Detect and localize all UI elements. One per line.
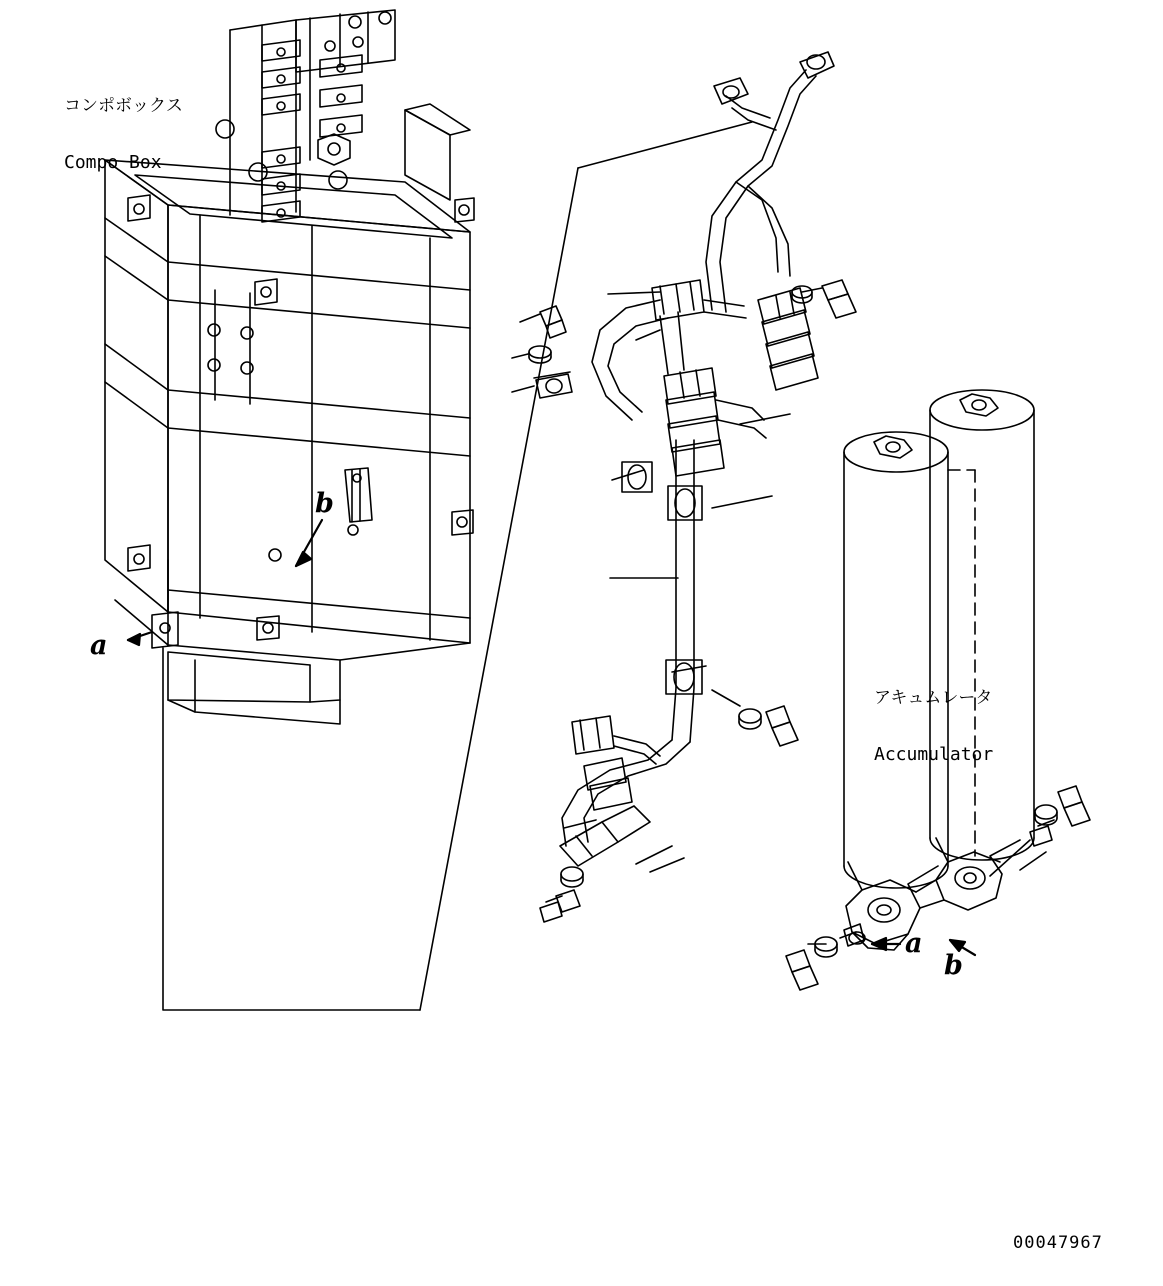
accumulator-label-en: Accumulator <box>874 744 994 766</box>
callout-arrows <box>128 520 975 955</box>
compo-box-label <box>64 60 183 211</box>
callout-b-right: b <box>944 950 963 981</box>
drawing-part-number: 00047967 <box>1013 1233 1103 1253</box>
callout-a-left: a <box>90 630 108 661</box>
compo-box-frame <box>105 10 752 1010</box>
wiring-harness <box>536 52 834 866</box>
callout-b-left: b <box>315 488 334 519</box>
compo-box-label-en: Compo Box <box>64 152 162 174</box>
accumulator-label <box>874 652 993 803</box>
accumulator-label-jp: アキュムレータ <box>874 687 993 708</box>
mounting-bolts <box>512 280 1090 990</box>
callout-a-right: a <box>905 928 923 959</box>
compo-box-label-jp: コンポボックス <box>64 95 183 116</box>
